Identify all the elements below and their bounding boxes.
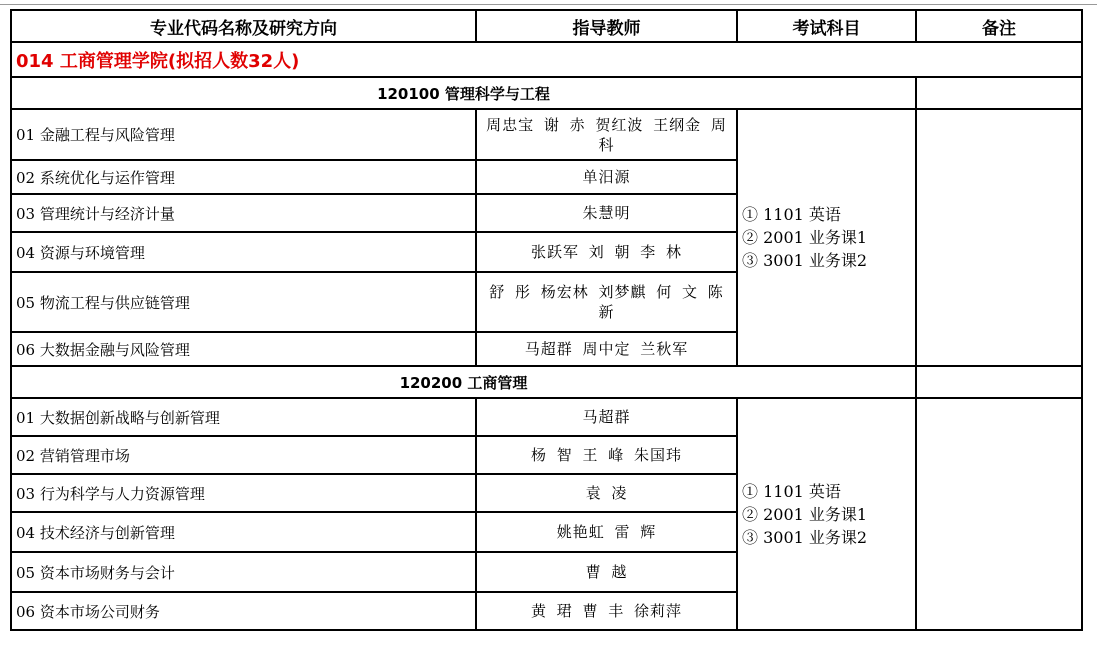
exam-subject: ② 2001 业务课1 xyxy=(742,504,868,524)
major-row xyxy=(11,77,1082,109)
major-title: 120100 管理科学与工程 xyxy=(11,77,916,109)
direction-cell: 06 大数据金融与风险管理 xyxy=(11,332,476,366)
direction-cell: 04 资源与环境管理 xyxy=(11,232,476,272)
table-row xyxy=(11,398,1082,436)
advisors-cell: 单汨源 xyxy=(476,160,737,194)
exam-subject: ② 2001 业务课1 xyxy=(742,228,868,247)
direction-cell: 01 大数据创新战略与创新管理 xyxy=(11,398,476,436)
header-direction: 专业代码名称及研究方向 xyxy=(11,10,476,42)
college-title: 014 工商管理学院(拟招人数32人) xyxy=(11,42,1082,77)
enrollment-table xyxy=(10,9,1083,631)
advisors-cell: 姚艳虹 雷 辉 xyxy=(476,512,737,552)
advisors-cell: 马超群 xyxy=(476,398,737,436)
major-title: 120200 工商管理 xyxy=(11,366,916,398)
advisors-cell: 曹 越 xyxy=(476,552,737,592)
header-row xyxy=(11,10,1082,42)
advisors-cell: 朱慧明 xyxy=(476,194,737,232)
table-row xyxy=(11,109,1082,160)
advisors-cell: 舒 彤 杨宏林 刘梦麒 何 文 陈 新 xyxy=(476,272,737,332)
major-notes xyxy=(916,366,1082,398)
advisors-cell: 张跃军 刘 朝 李 林 xyxy=(476,232,737,272)
direction-cell: 06 资本市场公司财务 xyxy=(11,592,476,630)
exam-subject: ① 1101 英语 xyxy=(742,481,841,501)
direction-cell: 05 物流工程与供应链管理 xyxy=(11,272,476,332)
advisors-cell: 袁 凌 xyxy=(476,474,737,512)
header-exam: 考试科目 xyxy=(737,10,916,42)
exam-subject: ① 1101 英语 xyxy=(742,205,841,224)
exam-subject: ③ 3001 业务课2 xyxy=(742,251,868,270)
page-top-border xyxy=(0,0,1097,5)
college-row xyxy=(11,42,1082,77)
header-notes: 备注 xyxy=(916,10,1082,42)
exam-subjects-cell xyxy=(737,109,916,366)
advisors-cell: 杨 智 王 峰 朱国玮 xyxy=(476,436,737,474)
exam-subject: ③ 3001 业务课2 xyxy=(742,527,868,547)
direction-cell: 02 系统优化与运作管理 xyxy=(11,160,476,194)
direction-cell: 03 管理统计与经济计量 xyxy=(11,194,476,232)
direction-cell: 03 行为科学与人力资源管理 xyxy=(11,474,476,512)
direction-cell: 02 营销管理市场 xyxy=(11,436,476,474)
direction-cell: 04 技术经济与创新管理 xyxy=(11,512,476,552)
advisors-cell: 周忠宝 谢 赤 贺红波 王纲金 周 科 xyxy=(476,109,737,160)
direction-cell: 01 金融工程与风险管理 xyxy=(11,109,476,160)
major-row xyxy=(11,366,1082,398)
header-advisors: 指导教师 xyxy=(476,10,737,42)
advisors-cell: 黄 珺 曹 丰 徐莉萍 xyxy=(476,592,737,630)
notes-cell xyxy=(916,109,1082,366)
notes-cell xyxy=(916,398,1082,630)
advisors-cell: 马超群 周中定 兰秋军 xyxy=(476,332,737,366)
exam-subjects-cell xyxy=(737,398,916,630)
direction-cell: 05 资本市场财务与会计 xyxy=(11,552,476,592)
major-notes xyxy=(916,77,1082,109)
